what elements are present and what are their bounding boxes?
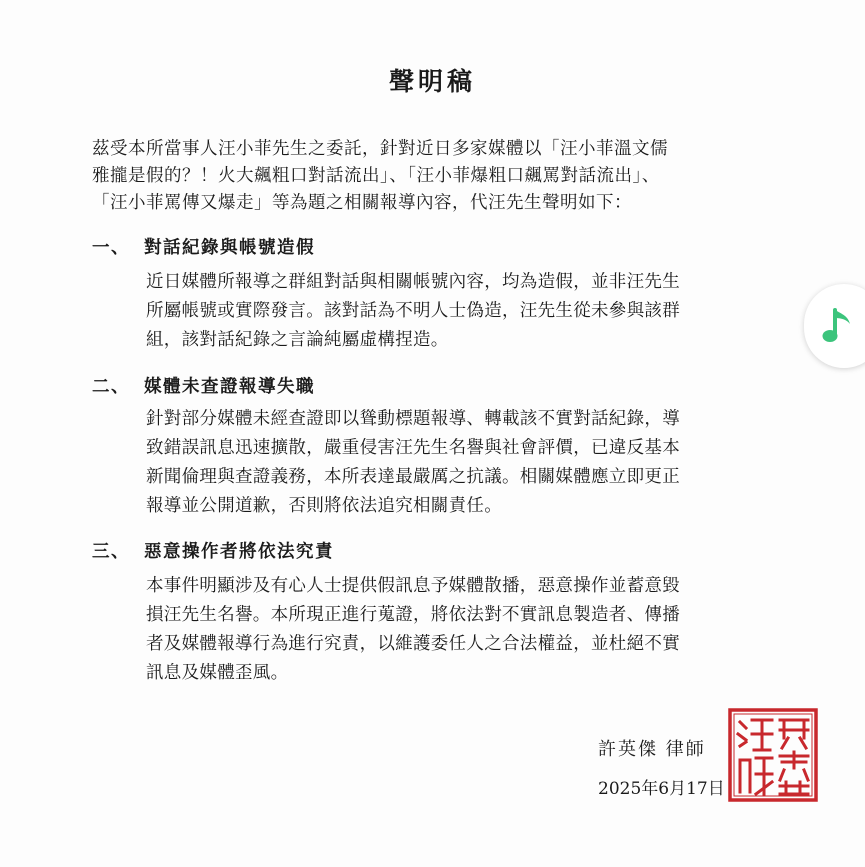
statement-date: 2025年6月17日 — [598, 779, 725, 799]
document-title: 聲明稿 — [388, 67, 476, 96]
intro-line: 雅攏是假的？！火大飆粗口對話流出」、「汪小菲爆粗口飆罵對話流出」、 — [92, 166, 660, 186]
body-line: 致錯誤訊息迅速擴散，嚴重侵害汪先生名譽與社會評價，已違反基本 — [146, 438, 680, 458]
section-heading-3 — [92, 538, 334, 563]
section-body-1 — [146, 268, 766, 355]
body-line: 訊息及媒體歪風。 — [146, 663, 289, 683]
body-line: 針對部分媒體未經查證即以聳動標題報導、轉載該不實對話紀錄，導 — [146, 409, 680, 429]
body-line: 新聞倫理與查證義務，本所表達最嚴厲之抗議。相關媒體應立即更正 — [146, 467, 680, 487]
music-player-button[interactable] — [804, 284, 865, 368]
section-heading-text: 惡意操作者將依法究責 — [144, 542, 334, 562]
section-number: 一、 — [92, 238, 130, 258]
intro-line: 「汪小菲罵傳又爆走」等為題之相關報導內容，代汪先生聲明如下： — [92, 193, 632, 213]
intro-paragraph — [92, 136, 752, 217]
music-note-icon — [820, 306, 854, 346]
body-line: 報導並公開道歉，否則將依法追究相關責任。 — [146, 496, 502, 516]
body-line: 本事件明顯涉及有心人士提供假訊息予媒體散播，惡意操作並蓄意毀 — [146, 576, 680, 596]
section-heading-text: 媒體未查證報導失職 — [144, 377, 315, 397]
section-heading-text: 對話紀錄與帳號造假 — [144, 238, 315, 258]
section-number: 三、 — [92, 542, 130, 562]
section-heading-2 — [92, 373, 315, 398]
section-body-3 — [146, 572, 766, 688]
intro-line: 茲受本所當事人汪小菲先生之委託，針對近日多家媒體以「汪小菲溫文儒 — [92, 139, 668, 159]
body-line: 者及媒體報導行為進行究責，以維護委任人之合法權益，並杜絕不實 — [146, 634, 680, 654]
body-line: 損汪先生名譽。本所現正進行蒐證，將依法對不實訊息製造者、傳播 — [146, 605, 680, 625]
section-number: 二、 — [92, 377, 130, 397]
signature-line: 許英傑 律師 — [598, 739, 706, 760]
section-body-2 — [146, 405, 766, 521]
lawyer-seal-stamp — [728, 708, 818, 802]
body-line: 組，該對話紀錄之言論純屬虛構捏造。 — [146, 330, 449, 350]
body-line: 近日媒體所報導之群組對話與相關帳號內容，均為造假，並非汪先生 — [146, 272, 680, 292]
section-heading-1 — [92, 234, 315, 259]
body-line: 所屬帳號或實際發言。該對話為不明人士偽造，汪先生從未參與該群 — [146, 301, 680, 321]
